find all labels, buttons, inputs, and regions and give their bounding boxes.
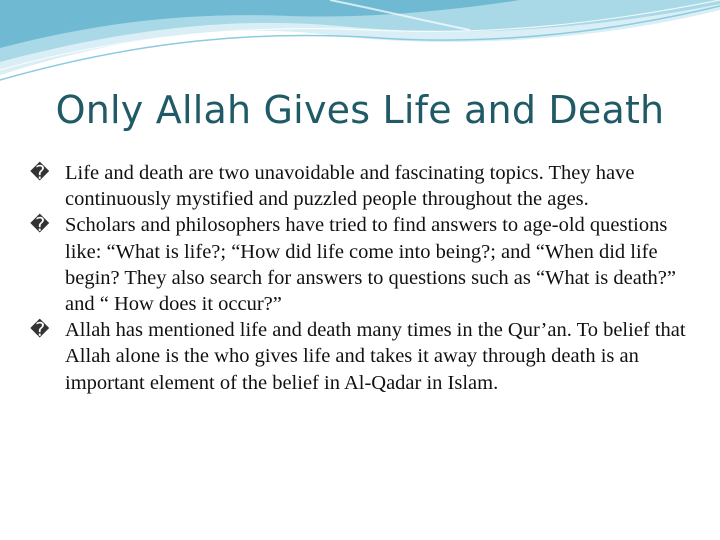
bullet-list bbox=[30, 160, 690, 396]
bullet-item bbox=[30, 160, 690, 212]
wave-header-decoration bbox=[0, 0, 720, 90]
bullet-text: Life and death are two unavoidable and fascinating topics. They have continuously mystified and puzzled people throughout the ages. bbox=[65, 162, 635, 211]
bullet-text: Allah has mentioned life and death many times in the Qur’an. To belief that Allah alone is the who gives life and takes it away through death is an important element of the belief in Al-Qadar in Islam. bbox=[65, 319, 686, 394]
bullet-text: Scholars and philosophers have tried to find answers to age-old questions like: “What is life?; “How did life come into being?; and “When did life begin? They also search for answers to questions such as “What is death?” and “ How does it occur?” bbox=[65, 214, 677, 316]
bullet-marker-icon: � bbox=[30, 162, 50, 184]
bullet-item bbox=[30, 212, 690, 317]
slide-title: Only Allah Gives Life and Death bbox=[55, 88, 665, 132]
bullet-marker-icon: � bbox=[30, 319, 50, 342]
bullet-item bbox=[30, 317, 690, 396]
bullet-marker-icon: � bbox=[30, 214, 50, 237]
